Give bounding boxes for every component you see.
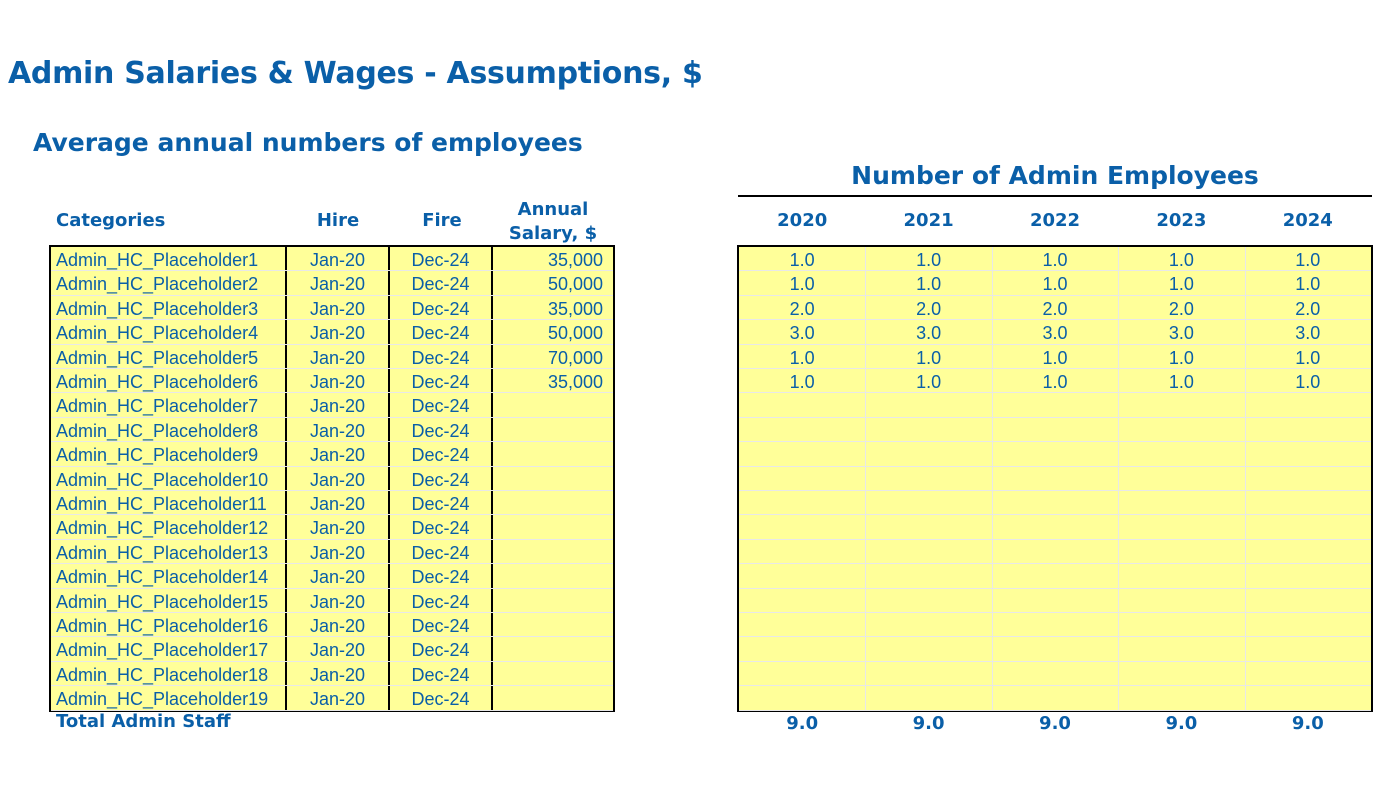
fire-cell[interactable]: Dec-24	[411, 420, 470, 441]
salary-cell[interactable]	[493, 540, 603, 564]
year-header: 2024	[1282, 210, 1333, 231]
employee-count-cell[interactable]: 1.0	[1168, 372, 1194, 392]
employee-count-cell[interactable]	[865, 686, 991, 710]
salary-cell[interactable]	[493, 613, 603, 637]
fire-cell[interactable]: Dec-24	[411, 298, 470, 319]
table-row	[51, 369, 613, 393]
employee-count-cell[interactable]: 3.0	[1168, 323, 1194, 344]
table-row	[739, 467, 1371, 491]
category-cell[interactable]: Admin_HC_Placeholder15	[56, 591, 269, 612]
table-row	[739, 320, 1371, 344]
salary-cell[interactable]: 35,000	[547, 250, 603, 270]
employee-count-cell[interactable]	[865, 589, 991, 613]
employee-count-cell[interactable]: 1.0	[1295, 372, 1321, 392]
salary-cell[interactable]	[493, 662, 603, 686]
salary-cell[interactable]	[493, 589, 603, 613]
fire-cell[interactable]: Dec-24	[411, 664, 470, 685]
table-row	[739, 540, 1371, 564]
employee-count-cell[interactable]	[992, 589, 1118, 613]
hire-cell[interactable]: Jan-20	[309, 298, 366, 319]
category-cell[interactable]: Admin_HC_Placeholder9	[56, 445, 259, 466]
employee-count-cell[interactable]: 1.0	[1168, 274, 1194, 295]
employee-count-cell[interactable]	[1118, 589, 1244, 613]
category-cell[interactable]: Admin_HC_Placeholder19	[56, 689, 269, 710]
category-cell[interactable]: Admin_HC_Placeholder10	[56, 469, 269, 490]
employee-count-cell[interactable]: 1.0	[1168, 250, 1194, 270]
table-row	[739, 271, 1371, 295]
employee-count-cell[interactable]: 1.0	[789, 274, 815, 295]
category-cell[interactable]: Admin_HC_Placeholder6	[56, 372, 259, 392]
category-cell[interactable]: Admin_HC_Placeholder17	[56, 640, 269, 661]
category-cell[interactable]: Admin_HC_Placeholder7	[56, 396, 259, 417]
employee-count-cell[interactable]: 1.0	[789, 372, 815, 392]
table-row	[739, 564, 1371, 588]
category-cell[interactable]: Admin_HC_Placeholder13	[56, 542, 269, 563]
header-annual-salary-line1: Annual	[517, 199, 589, 220]
table-row	[51, 393, 613, 417]
fire-cell[interactable]: Dec-24	[411, 372, 470, 392]
table-row	[739, 442, 1371, 466]
table-row	[51, 662, 613, 686]
employee-count-cell[interactable]: 1.0	[916, 274, 942, 295]
table-row	[739, 613, 1371, 637]
employee-count-cell[interactable]	[865, 515, 991, 539]
table-row	[739, 491, 1371, 515]
table-row	[51, 296, 613, 320]
hire-cell[interactable]: Jan-20	[309, 420, 366, 441]
header-annual-salary	[492, 198, 614, 246]
hire-cell[interactable]: Jan-20	[309, 274, 366, 295]
fire-cell[interactable]: Dec-24	[411, 396, 470, 417]
employee-count-cell[interactable]: 2.0	[1168, 298, 1194, 319]
employee-count-cell[interactable]	[992, 540, 1118, 564]
salary-cell[interactable]	[493, 393, 603, 417]
table-row	[51, 637, 613, 661]
employee-count-cell[interactable]: 1.0	[1042, 347, 1068, 368]
salary-cell[interactable]	[493, 418, 603, 442]
employee-count-cell[interactable]	[992, 637, 1118, 661]
table-row	[739, 589, 1371, 613]
table-row	[51, 247, 613, 271]
employee-count-cell[interactable]	[992, 515, 1118, 539]
table-row	[739, 418, 1371, 442]
employee-count-cell[interactable]: 2.0	[1295, 298, 1321, 319]
table-row	[739, 345, 1371, 369]
employee-count-cell[interactable]	[1118, 686, 1244, 710]
year-header: 2023	[1156, 210, 1207, 231]
fire-cell[interactable]: Dec-24	[411, 250, 470, 270]
salary-cell[interactable]	[493, 564, 603, 588]
employee-count-cell[interactable]	[1245, 589, 1371, 613]
table-row	[739, 296, 1371, 320]
employee-count-cell[interactable]	[992, 686, 1118, 710]
employee-count-cell[interactable]	[1118, 442, 1244, 466]
employee-count-cell[interactable]	[739, 589, 865, 613]
table-row	[51, 613, 613, 637]
header-hire: Hire	[316, 210, 360, 231]
fire-cell[interactable]: Dec-24	[411, 567, 470, 588]
employee-count-cell[interactable]	[739, 491, 865, 515]
fire-cell[interactable]: Dec-24	[411, 542, 470, 563]
employee-count-cell[interactable]	[739, 467, 865, 491]
table-row	[739, 393, 1371, 417]
employee-count-cell[interactable]	[992, 418, 1118, 442]
employee-count-cell[interactable]	[739, 637, 865, 661]
table-row	[51, 686, 613, 710]
fire-cell[interactable]: Dec-24	[411, 640, 470, 661]
hire-cell[interactable]: Jan-20	[309, 640, 366, 661]
fire-cell[interactable]: Dec-24	[411, 445, 470, 466]
employee-count-cell[interactable]	[1245, 564, 1371, 588]
employee-count-cell[interactable]: 1.0	[1042, 250, 1068, 270]
table-row	[739, 515, 1371, 539]
title-underline	[738, 195, 1372, 197]
employee-count-cell[interactable]	[739, 662, 865, 686]
category-cell[interactable]: Admin_HC_Placeholder2	[56, 274, 259, 295]
section-subtitle: Average annual numbers of employees	[33, 128, 583, 157]
category-cell[interactable]: Admin_HC_Placeholder1	[56, 250, 259, 270]
employee-count-cell[interactable]	[1118, 515, 1244, 539]
categories-table	[49, 245, 615, 712]
employee-count-cell[interactable]: 3.0	[1295, 323, 1321, 344]
employee-count-cell[interactable]	[1118, 613, 1244, 637]
employee-count-cell[interactable]	[1118, 491, 1244, 515]
employee-count-cell[interactable]: 1.0	[916, 347, 942, 368]
employee-count-cell[interactable]	[739, 540, 865, 564]
header-categories: Categories	[56, 210, 166, 231]
table-row	[739, 369, 1371, 393]
salary-cell[interactable]: 70,000	[547, 347, 603, 368]
employee-count-cell[interactable]	[992, 613, 1118, 637]
employee-count-cell[interactable]	[1118, 467, 1244, 491]
employee-count-cell[interactable]: 1.0	[1295, 250, 1321, 270]
employees-table-title: Number of Admin Employees	[851, 161, 1259, 190]
employee-count-cell[interactable]	[992, 442, 1118, 466]
table-row	[51, 564, 613, 588]
salary-cell[interactable]	[493, 686, 603, 710]
employee-count-cell[interactable]	[992, 467, 1118, 491]
employee-count-cell[interactable]	[739, 564, 865, 588]
year-header: 2020	[777, 210, 828, 231]
page-title: Admin Salaries & Wages - Assumptions, $	[8, 56, 703, 91]
employee-count-cell[interactable]: 2.0	[916, 298, 942, 319]
employee-count-cell[interactable]	[1118, 637, 1244, 661]
employee-count-cell[interactable]	[739, 515, 865, 539]
hire-cell[interactable]: Jan-20	[309, 689, 366, 710]
employee-count-cell[interactable]	[739, 686, 865, 710]
total-value: 9.0	[1291, 713, 1324, 734]
employee-count-cell[interactable]	[865, 418, 991, 442]
table-row	[739, 247, 1371, 271]
hire-cell[interactable]: Jan-20	[309, 616, 366, 636]
employee-count-cell[interactable]: 1.0	[916, 372, 942, 392]
year-header: 2022	[1029, 210, 1081, 231]
hire-cell[interactable]: Jan-20	[309, 469, 366, 490]
header-annual-salary-line2: Salary, $	[508, 223, 598, 244]
category-cell[interactable]: Admin_HC_Placeholder14	[56, 567, 269, 588]
fire-cell[interactable]: Dec-24	[411, 494, 470, 514]
salary-cell[interactable]: 50,000	[547, 323, 603, 344]
fire-cell[interactable]: Dec-24	[411, 518, 470, 539]
total-value: 9.0	[786, 713, 819, 734]
salary-cell[interactable]	[493, 637, 603, 661]
table-row	[739, 686, 1371, 710]
hire-cell[interactable]: Jan-20	[309, 542, 366, 563]
employee-count-cell[interactable]	[1245, 491, 1371, 515]
employee-count-cell[interactable]	[865, 442, 991, 466]
salary-cell[interactable]: 35,000	[547, 298, 603, 319]
employee-count-cell[interactable]	[992, 393, 1118, 417]
hire-cell[interactable]: Jan-20	[309, 494, 366, 514]
employee-count-cell[interactable]: 2.0	[1042, 298, 1068, 319]
employee-count-cell[interactable]	[992, 564, 1118, 588]
employee-count-cell[interactable]	[1245, 467, 1371, 491]
employee-count-cell[interactable]	[865, 393, 991, 417]
fire-cell[interactable]: Dec-24	[411, 591, 470, 612]
employee-count-cell[interactable]	[1245, 418, 1371, 442]
hire-cell[interactable]: Jan-20	[309, 372, 366, 392]
employee-count-cell[interactable]	[739, 613, 865, 637]
category-cell[interactable]: Admin_HC_Placeholder11	[56, 494, 267, 514]
employee-count-cell[interactable]	[865, 467, 991, 491]
table-row	[51, 540, 613, 564]
employee-count-cell[interactable]: 1.0	[1042, 372, 1068, 392]
fire-cell[interactable]: Dec-24	[411, 689, 470, 710]
hire-cell[interactable]: Jan-20	[309, 347, 366, 368]
employee-count-cell[interactable]: 1.0	[789, 347, 815, 368]
hire-cell[interactable]: Jan-20	[309, 567, 366, 588]
hire-cell[interactable]: Jan-20	[309, 518, 366, 539]
salary-cell[interactable]	[493, 491, 603, 515]
employee-count-cell[interactable]	[865, 613, 991, 637]
employee-count-cell[interactable]	[1245, 613, 1371, 637]
table-row	[51, 467, 613, 491]
employee-count-cell[interactable]	[1245, 442, 1371, 466]
employee-count-cell[interactable]	[739, 442, 865, 466]
category-cell[interactable]: Admin_HC_Placeholder3	[56, 298, 259, 319]
table-row	[51, 345, 613, 369]
employee-count-cell[interactable]: 2.0	[789, 298, 815, 319]
fire-cell[interactable]: Dec-24	[411, 274, 470, 295]
employee-count-cell[interactable]	[865, 662, 991, 686]
year-header: 2021	[903, 210, 954, 231]
employee-count-cell[interactable]	[1118, 662, 1244, 686]
fire-cell[interactable]: Dec-24	[411, 347, 470, 368]
employee-count-cell[interactable]: 1.0	[916, 250, 942, 270]
employee-count-cell[interactable]	[1245, 637, 1371, 661]
table-row	[51, 589, 613, 613]
table-row	[51, 491, 613, 515]
category-cell[interactable]: Admin_HC_Placeholder8	[56, 420, 259, 441]
employee-count-cell[interactable]	[1118, 564, 1244, 588]
employee-count-cell[interactable]	[865, 540, 991, 564]
employee-count-cell[interactable]	[1245, 540, 1371, 564]
table-row	[739, 662, 1371, 686]
category-cell[interactable]: Admin_HC_Placeholder18	[56, 664, 269, 685]
fire-cell[interactable]: Dec-24	[411, 469, 470, 490]
employee-count-cell[interactable]	[865, 637, 991, 661]
employee-count-cell[interactable]	[1118, 393, 1244, 417]
employee-count-cell[interactable]	[739, 418, 865, 442]
employee-count-cell[interactable]: 3.0	[916, 323, 942, 344]
salary-cell[interactable]: 35,000	[547, 372, 603, 392]
employee-count-cell[interactable]: 1.0	[1295, 274, 1321, 295]
category-cell[interactable]: Admin_HC_Placeholder16	[56, 616, 269, 636]
fire-cell[interactable]: Dec-24	[411, 616, 470, 636]
employee-count-cell[interactable]: 1.0	[1168, 347, 1194, 368]
table-row	[739, 637, 1371, 661]
employee-count-cell[interactable]: 1.0	[1295, 347, 1321, 368]
employee-count-cell[interactable]	[992, 491, 1118, 515]
employee-count-cell[interactable]	[1118, 540, 1244, 564]
employee-count-cell[interactable]	[865, 564, 991, 588]
hire-cell[interactable]: Jan-20	[309, 445, 366, 466]
employees-table	[737, 245, 1373, 712]
hire-cell[interactable]: Jan-20	[309, 664, 366, 685]
total-label: Total Admin Staff	[56, 711, 231, 732]
employee-count-cell[interactable]	[1245, 393, 1371, 417]
salary-cell[interactable]	[493, 515, 603, 539]
table-row	[51, 320, 613, 344]
salary-cell[interactable]	[493, 467, 603, 491]
employee-count-cell[interactable]	[1245, 662, 1371, 686]
table-row	[51, 418, 613, 442]
hire-cell[interactable]: Jan-20	[309, 250, 366, 270]
header-fire: Fire	[422, 210, 462, 231]
fire-cell[interactable]: Dec-24	[411, 323, 470, 344]
employee-count-cell[interactable]: 3.0	[1042, 323, 1068, 344]
employee-count-cell[interactable]	[1245, 686, 1371, 710]
employee-count-cell[interactable]	[1118, 418, 1244, 442]
table-row	[51, 442, 613, 466]
total-value: 9.0	[1039, 713, 1071, 734]
employee-count-cell[interactable]	[739, 393, 865, 417]
employee-count-cell[interactable]	[1245, 515, 1371, 539]
category-cell[interactable]: Admin_HC_Placeholder5	[56, 347, 259, 368]
employee-count-cell[interactable]: 1.0	[789, 250, 815, 270]
hire-cell[interactable]: Jan-20	[309, 323, 366, 344]
employee-count-cell[interactable]: 3.0	[789, 323, 815, 344]
table-row	[51, 515, 613, 539]
hire-cell[interactable]: Jan-20	[309, 396, 366, 417]
hire-cell[interactable]: Jan-20	[309, 591, 366, 612]
total-value: 9.0	[1165, 713, 1198, 734]
salary-cell[interactable]	[493, 442, 603, 466]
employee-count-cell[interactable]	[992, 662, 1118, 686]
employee-count-cell[interactable]	[865, 491, 991, 515]
employee-count-cell[interactable]: 1.0	[1042, 274, 1068, 295]
category-cell[interactable]: Admin_HC_Placeholder4	[56, 323, 259, 344]
salary-cell[interactable]: 50,000	[547, 274, 603, 295]
total-value: 9.0	[912, 713, 945, 734]
table-row	[51, 271, 613, 295]
category-cell[interactable]: Admin_HC_Placeholder12	[56, 518, 269, 539]
